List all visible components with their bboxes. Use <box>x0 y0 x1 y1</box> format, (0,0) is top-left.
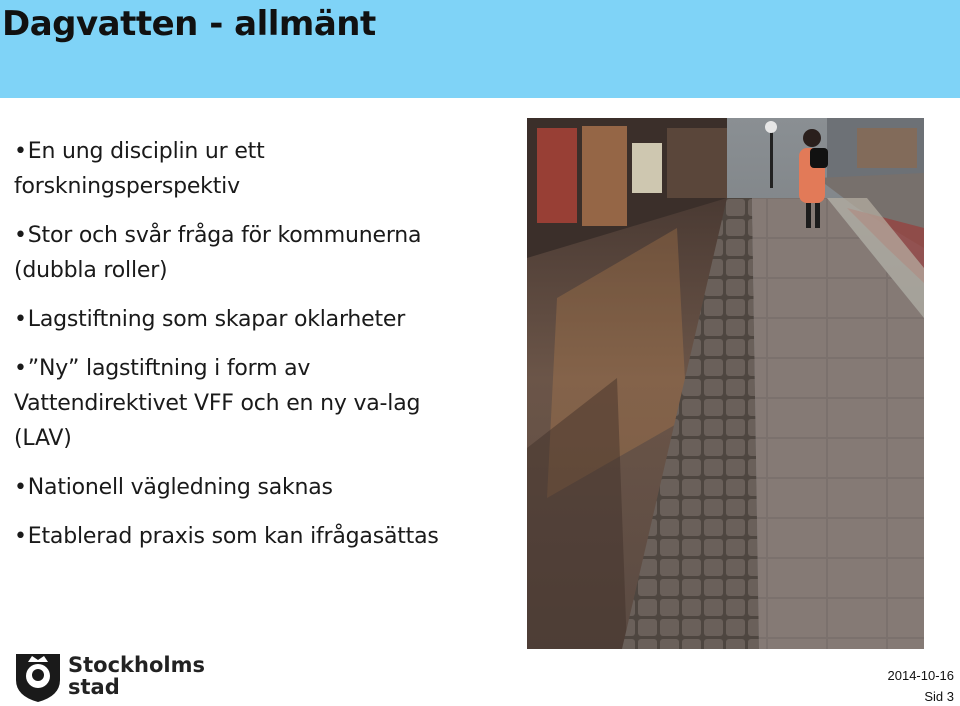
logo-line-1: Stockholms <box>68 653 205 677</box>
bullet-text: ”Ny” lagstiftning i form av Vattendirektivet VFF och en ny va-lag (LAV) <box>14 356 421 451</box>
bullet-marker: • <box>14 356 27 381</box>
bullet-text: Nationell vägledning saknas <box>27 475 333 500</box>
bullet-item <box>14 519 484 554</box>
slide-title: Dagvatten - allmänt <box>2 4 376 44</box>
bullet-text: Stor och svår fråga för kommunerna (dubbla roller) <box>14 223 422 283</box>
bullet-marker: • <box>14 139 27 164</box>
bullet-list <box>14 134 484 568</box>
bullet-text: Lagstiftning som skapar oklarheter <box>27 307 406 332</box>
bullet-item <box>14 218 484 288</box>
bullet-text: Etablerad praxis som kan ifrågasättas <box>27 524 439 549</box>
bullet-item <box>14 470 484 505</box>
bullet-item <box>14 134 484 204</box>
bullet-item <box>14 351 484 456</box>
stockholms-stad-logo <box>68 654 205 698</box>
bullet-marker: • <box>14 475 27 500</box>
bullet-text: En ung disciplin ur ett forskningsperspektiv <box>14 139 265 199</box>
bullet-marker: • <box>14 524 27 549</box>
stockholms-stad-crest-icon <box>12 650 64 702</box>
bullet-marker: • <box>14 223 27 248</box>
bullet-marker: • <box>14 307 27 332</box>
bullet-item <box>14 302 484 337</box>
slide-date: 2014-10-16 <box>887 668 954 683</box>
slide-page-number: Sid 3 <box>924 689 954 704</box>
wet-sidewalk-photo <box>527 118 924 649</box>
logo-line-2: stad <box>68 675 120 699</box>
title-bar <box>0 0 960 98</box>
